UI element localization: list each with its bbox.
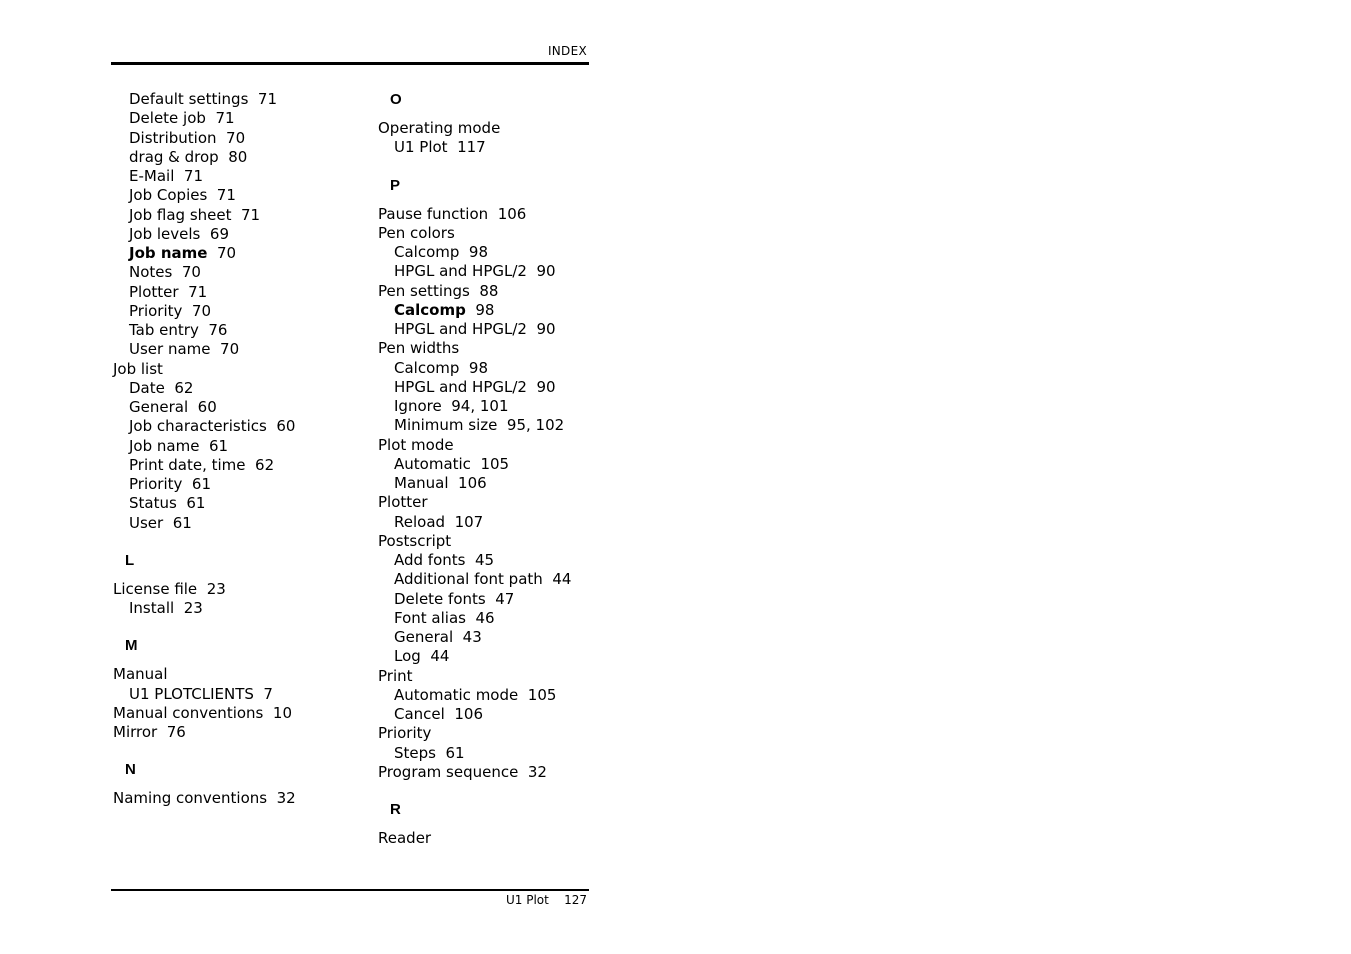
index-subentry: Job characteristics 60	[129, 417, 296, 436]
index-entry: Print	[378, 666, 413, 685]
index-term-emphasis: Calcomp	[394, 300, 466, 319]
index-subentry: User 61	[129, 513, 192, 532]
index-entry: Plotter	[378, 493, 428, 512]
index-subentry: Tab entry 76	[129, 321, 228, 339]
index-subentry: Delete job 71	[129, 109, 235, 128]
index-subentry: U1 PLOTCLIENTS 7	[129, 684, 273, 703]
index-entry: Program sequence 32	[378, 762, 547, 781]
index-subentry: Delete fonts 47	[394, 589, 515, 608]
footer-rule	[111, 889, 589, 891]
index-subentry: User name 70	[129, 340, 240, 359]
index-letter-heading: R	[390, 801, 401, 818]
index-entry: Operating mode	[378, 119, 501, 137]
index-subentry: Date 62	[129, 378, 194, 397]
index-subentry	[378, 301, 628, 320]
page-footer: U1 Plot 127	[505, 893, 587, 907]
index-subentry: U1 Plot 117	[394, 138, 486, 157]
index-entry: Reader	[378, 829, 432, 847]
index-subentry: Reload 107	[394, 512, 484, 531]
index-subentry: Log 44	[394, 647, 450, 666]
index-letter-heading: N	[125, 761, 136, 779]
index-entry: Manual conventions 10	[113, 703, 292, 722]
index-entry: Naming conventions 32	[113, 789, 296, 808]
index-subentry: Steps 61	[394, 743, 465, 762]
index-subentry: Status 61	[129, 494, 206, 513]
index-subentry: Automatic 105	[394, 454, 510, 473]
index-subentry: Job levels 69	[129, 224, 229, 243]
index-subentry: Priority 61	[129, 475, 212, 493]
index-letter-heading: L	[125, 551, 135, 569]
index-entry: Postscript	[378, 531, 452, 550]
index-subentry: Manual 106	[394, 474, 487, 492]
index-subentry: Job name 61	[129, 436, 229, 455]
index-subentry: Add fonts 45	[394, 551, 495, 569]
index-subentry: Job flag sheet 71	[129, 205, 261, 224]
index-subentry: HPGL and HPGL/2 90	[394, 377, 556, 396]
index-subentry: Notes 70	[129, 263, 201, 282]
header-rule	[111, 62, 589, 65]
running-header: INDEX	[547, 44, 587, 58]
index-subentry: Ignore 94, 101	[394, 397, 509, 415]
index-subentry: Install 23	[129, 599, 203, 617]
index-subentry: Calcomp 98	[394, 358, 489, 377]
index-entry: Plot mode	[378, 435, 454, 454]
index-subentry: Job Copies 71	[129, 186, 236, 205]
index-subentry: General 60	[129, 398, 217, 416]
index-subentry: Print date, time 62	[129, 455, 275, 474]
index-entry: Pause function 106	[378, 204, 527, 223]
index-entry: Job list	[113, 359, 163, 378]
index-subentry: Distribution 70	[129, 128, 246, 147]
index-entry: Manual	[113, 665, 168, 684]
index-subentry: Additional font path 44	[394, 570, 572, 589]
index-column-right	[378, 90, 628, 848]
index-subentry: HPGL and HPGL/2 90	[394, 262, 556, 281]
index-subentry	[113, 244, 363, 263]
index-entry: Mirror 76	[113, 723, 186, 741]
index-entry: Priority	[378, 724, 432, 743]
index-entry: License file 23	[113, 579, 226, 598]
index-subentry: Priority 70	[129, 301, 212, 320]
index-subentry: Default settings 71	[129, 90, 278, 108]
index-subentry: E-Mail 71	[129, 167, 203, 185]
index-letter-heading: P	[390, 176, 401, 194]
index-entry: Pen colors	[378, 223, 455, 242]
index-subentry: Plotter 71	[129, 282, 208, 301]
index-subentry: Minimum size 95, 102	[394, 416, 565, 435]
index-letter-heading: O	[390, 91, 402, 108]
index-subentry: General 43	[394, 628, 482, 646]
index-subentry: drag & drop 80	[129, 147, 248, 166]
index-term-emphasis: Job name	[129, 244, 208, 262]
index-letter-heading: M	[125, 637, 138, 655]
index-subentry: Cancel 106	[394, 705, 483, 723]
index-column-left	[113, 90, 363, 809]
index-entry: Pen widths	[378, 339, 460, 358]
index-subentry: Font alias 46	[394, 608, 495, 627]
index-subentry: Calcomp 98	[394, 243, 489, 261]
index-page-ref: 98	[465, 300, 495, 319]
index-subentry: HPGL and HPGL/2 90	[394, 320, 556, 338]
index-entry: Pen settings 88	[378, 281, 499, 300]
index-subentry: Automatic mode 105	[394, 685, 557, 704]
index-page-ref: 70	[207, 244, 237, 262]
